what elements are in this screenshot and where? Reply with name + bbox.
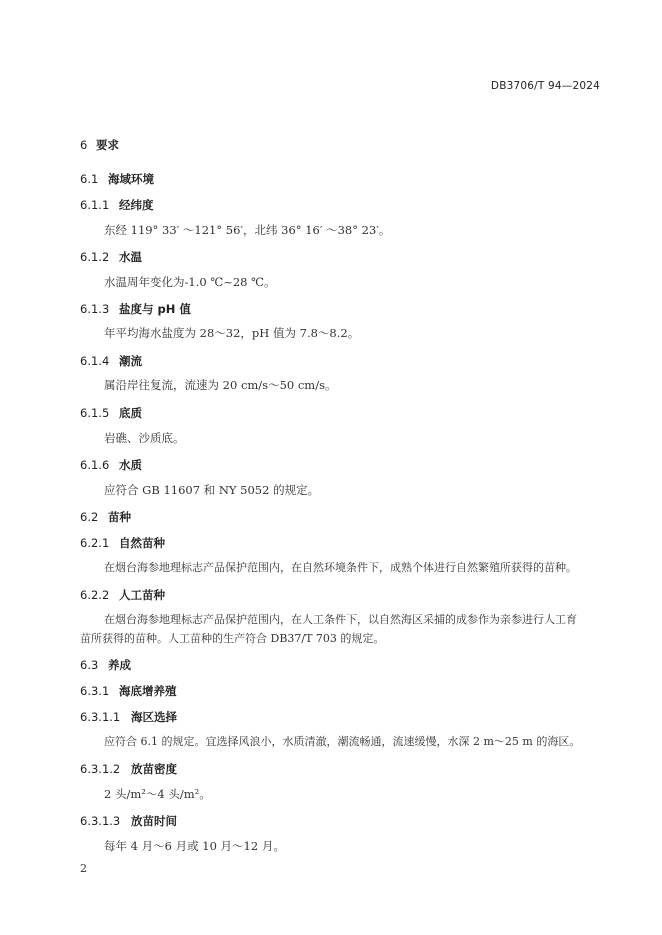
heading-6-2 [80,509,131,525]
paragraph-6-1-4: 属沿岸往复流，流速为 20 cm/s～50 cm/s。 [104,378,337,392]
heading-number: 6.3.1.1 [80,710,121,724]
document-code: DB3706/T 94—2024 [490,80,600,92]
heading-title: 自然苗种 [119,536,165,550]
paragraph-6-2-1: 在烟台海参地理标志产品保护范围内，在自然环境条件下，成熟个体进行自然繁殖所获得的苗种。 [104,561,577,574]
heading-number: 6.3.1 [80,684,110,698]
heading-title: 要求 [96,138,119,152]
heading-title: 盐度与 pH 值 [119,302,191,316]
heading-6-1-3 [80,301,191,317]
heading-number: 6.1 [80,172,99,186]
heading-6-1-2 [80,249,142,265]
paragraph-6-1-1: 东经 119° 33′ ～121° 56′，北纬 36° 16′ ～38° 23′。 [104,223,391,237]
paragraph-6-3-1-2: 2 头/m²～4 头/m²。 [104,787,211,801]
heading-title: 水质 [119,458,142,472]
heading-6-1 [80,171,154,187]
heading-title: 海底增养殖 [119,684,177,698]
paragraph-6-3-1-3: 每年 4 月～6 月或 10 月～12 月。 [104,839,285,853]
heading-title: 潮流 [119,354,142,368]
paragraph-6-1-6: 应符合 GB 11607 和 NY 5052 的规定。 [104,483,320,497]
heading-number: 6.2.1 [80,536,110,550]
heading-number: 6.1.1 [80,198,110,212]
heading-number: 6.3.1.3 [80,814,121,828]
heading-6-2-1 [80,535,165,551]
heading-6-1-6 [80,457,142,473]
heading-6-2-2 [80,587,165,603]
heading-number: 6.1.6 [80,458,110,472]
heading-6-1-1 [80,197,154,213]
heading-title: 经纬度 [119,198,154,212]
heading-title: 养成 [108,658,131,672]
page-number: 2 [80,862,87,875]
heading-number: 6.1.4 [80,354,110,368]
heading-title: 人工苗种 [119,588,165,602]
heading-number: 6.3 [80,658,99,672]
paragraph-6-3-1-1: 应符合 6.1 的规定。宜选择风浪小，水质清澈，潮流畅通，流速缓慢，水深 2 m～25 m 的海区。 [104,735,581,748]
heading-title: 底质 [119,406,142,420]
heading-number: 6.1.5 [80,406,110,420]
heading-title: 苗种 [108,510,131,524]
heading-number: 6.1.2 [80,250,110,264]
paragraph-6-1-3: 年平均海水盐度为 28～32，pH 值为 7.8～8.2。 [104,326,360,340]
heading-title: 放苗密度 [131,762,177,776]
heading-title: 水温 [119,250,142,264]
heading-6-3 [80,657,131,673]
paragraph-6-2-2-line2: 苗所获得的苗种。人工苗种的生产符合 DB37/T 703 的规定。 [80,632,385,645]
heading-number: 6.3.1.2 [80,762,121,776]
heading-number: 6 [80,138,88,152]
heading-6-3-1 [80,683,177,699]
heading-6-1-4 [80,353,142,369]
paragraph-6-2-2-line1: 在烟台海参地理标志产品保护范围内，在人工条件下，以自然海区采捕的成参作为亲参进行人工育 [104,613,577,626]
heading-number: 6.2.2 [80,588,110,602]
heading-title: 海域环境 [108,172,154,186]
paragraph-6-1-2: 水温周年变化为-1.0 ℃~28 ℃。 [104,275,276,289]
paragraph-6-1-5: 岩礁、沙质底。 [104,431,185,445]
heading-6-3-1-1 [80,709,177,725]
heading-title: 海区选择 [131,710,177,724]
heading-title: 放苗时间 [131,814,177,828]
heading-6-3-1-3 [80,813,177,829]
heading-6-1-5 [80,405,142,421]
heading-number: 6.1.3 [80,302,110,316]
heading-6 [80,137,119,153]
heading-number: 6.2 [80,510,99,524]
heading-6-3-1-2 [80,761,177,777]
